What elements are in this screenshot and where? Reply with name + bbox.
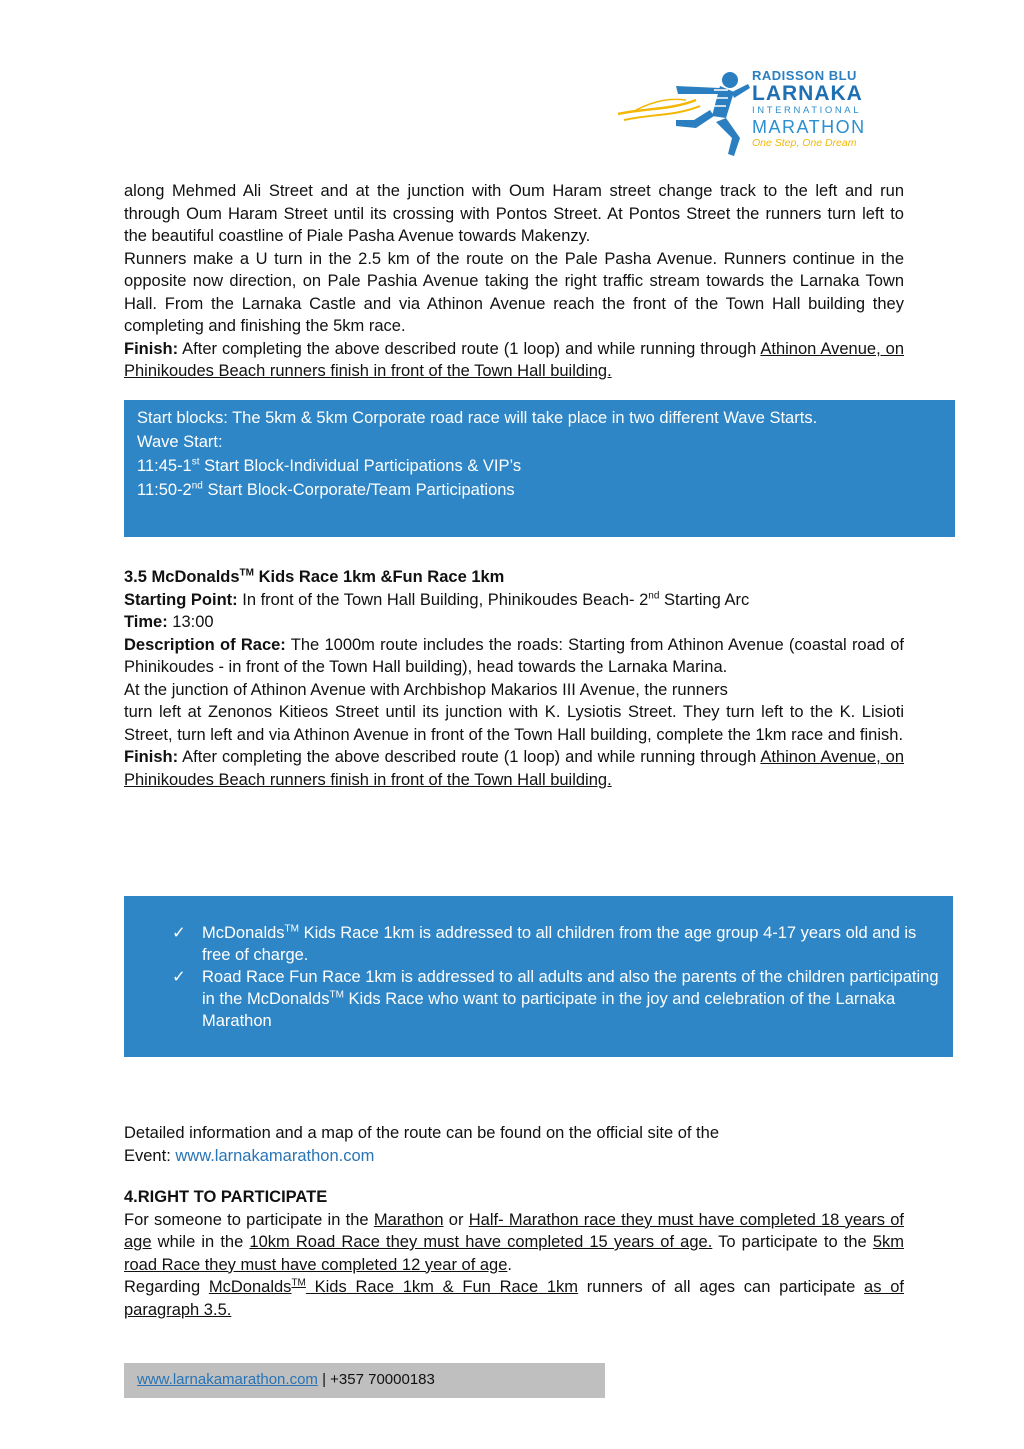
footer-text — [137, 1371, 435, 1388]
kids-finish-underlined: Athinon Avenue, on Phinikoudes Beach runners finish in front of the Town Hall building. — [124, 748, 904, 789]
r-t2: or — [443, 1210, 469, 1229]
item-2-pre: Road Race Fun Race 1km is addressed to all adults and also the parents of the children participating in the McDonalds — [202, 968, 939, 1008]
item-2-sup: TM — [329, 989, 344, 1001]
info-line-2 — [124, 1145, 904, 1168]
right-paragraph-2 — [124, 1276, 904, 1321]
wave-line-3-pre: 11:45-1 — [137, 457, 192, 475]
kids-description-2b: turn left at Zenonos Kitieos Street until its junction with K. Lysiotis Street. They turn left to the K. Lisioti Street, turn left and via Athinon Avenue in front of the Town Hall building, complete the 1km race and finish. — [124, 703, 904, 744]
logo-line-2: LARNAKA — [752, 82, 863, 105]
kids-heading-post: Kids Race 1km &Fun Race 1km — [254, 568, 505, 586]
kids-time — [124, 611, 904, 634]
starting-point-post: Starting Arc — [659, 590, 750, 609]
time-value: 13:00 — [167, 613, 214, 631]
kids-finish — [124, 746, 904, 791]
page-footer — [124, 1363, 605, 1398]
description-text: The 1000m route includes the roads: Starting from Athinon Avenue (coastal road of Phinikoudes - in front of the Town Hall building), head towards the Larnaka Marina. — [124, 635, 904, 676]
route-5k-section — [124, 180, 904, 383]
right-paragraph-1 — [124, 1209, 904, 1277]
info-line-2-pre: Event: — [124, 1146, 176, 1165]
wave-line-3-sup: st — [191, 456, 200, 468]
item-1-pre: McDonalds — [202, 924, 285, 942]
logo-tagline: One Step, One Dream — [752, 137, 857, 149]
right-heading — [124, 1186, 904, 1209]
r-u1: Marathon — [373, 1210, 444, 1229]
item-1-sup: TM — [284, 923, 299, 935]
finish-label: Finish: — [124, 339, 179, 358]
wave-line-4 — [137, 478, 942, 502]
time-label: Time: — [124, 613, 168, 631]
route-5k-paragraph-1: along Mehmed Ali Street and at the junction with Oum Haram street change track to the left and run through Oum Haram Street until its crossing with Pontos Street. At Pontos Street the runners turn left to the beautiful coastline of Piale Pasha Avenue towards Makenzy. — [124, 182, 904, 245]
logo-line-1: RADISSON BLU — [752, 68, 857, 83]
kids-finish-text: After completing the above described route (1 loop) and while running through — [178, 748, 761, 766]
check-icon: ✓ — [172, 924, 186, 942]
wave-line-2: Wave Start: — [137, 433, 223, 451]
kids-info-box — [124, 896, 953, 1057]
description-label: Description of Race: — [124, 635, 286, 654]
wave-line-4-pre: 11:50-2 — [137, 481, 192, 499]
r2-u1: McDonalds — [208, 1278, 292, 1296]
r2-u3: as of paragraph 3.5. — [124, 1278, 904, 1319]
wave-line-4-post: Start Block-Corporate/Team Participations — [202, 481, 515, 499]
runner-logo-icon — [616, 70, 756, 156]
r2-mid: runners of all ages can participate — [578, 1278, 865, 1296]
kids-heading-sup: TM — [239, 567, 254, 579]
kids-heading-pre: 3.5 McDonalds — [124, 568, 240, 586]
kids-info-list — [124, 896, 953, 1032]
r-t3: while in the — [151, 1233, 250, 1251]
wave-start-box — [124, 400, 955, 537]
starting-point-label: Starting Point: — [124, 590, 238, 609]
wave-line-3 — [137, 454, 942, 478]
route-5k-paragraph-2: Runners make a U turn in the 2.5 km of the route on the Pale Pasha Avenue. Runners continue in the opposite now direction, on Pale Pashia Avenue taking the right traffic stream towards the Larnaka Town Hall. From the Larnaka Castle and via Athinon Avenue reach the front of the Town Hall building they completing and finishing the 5km race. — [124, 249, 904, 335]
kids-description-2a: At the junction of Athinon Avenue with Archbishop Makarios III Avenue, the runners — [124, 680, 728, 699]
kids-description — [124, 634, 904, 679]
info-line-1: Detailed information and a map of the route can be found on the official site of the — [124, 1124, 719, 1142]
logo-line-3: INTERNATIONAL — [752, 105, 862, 116]
logo-line-4: MARATHON — [752, 117, 866, 137]
logo-wordmark — [752, 68, 866, 150]
r-t4: To participate to the — [712, 1233, 873, 1251]
footer-site-link[interactable]: www.larnakamarathon.com — [137, 1371, 318, 1388]
r2-pre: Regarding — [124, 1278, 209, 1296]
starting-point-sup: nd — [648, 590, 660, 601]
info-section — [124, 1122, 904, 1167]
kids-finish-label: Finish: — [124, 748, 179, 766]
right-heading-text: 4.RIGHT TO PARTICIPATE — [124, 1188, 328, 1206]
kids-race-section — [124, 566, 904, 791]
finish-text: After completing the above described route (1 loop) and while running through — [178, 339, 761, 358]
route-5k-finish — [124, 338, 904, 383]
finish-underlined: Athinon Avenue, on Phinikoudes Beach runners finish in front of the Town Hall building. — [124, 339, 904, 380]
r-u3: 10km Road Race they must have completed 15 years of age. — [249, 1233, 713, 1251]
r2-sup: TM — [291, 1277, 306, 1289]
wave-line-3-post: Start Block-Individual Participations & VIP’s — [199, 457, 522, 475]
footer-phone: +357 70000183 — [330, 1371, 435, 1388]
check-icon: ✓ — [172, 968, 186, 986]
item-2-post: Kids Race who want to participate in the joy and celebration of the Larnaka Marathon — [202, 990, 896, 1030]
r-u4: 5km road Race they must have completed 12 year of age — [124, 1233, 905, 1274]
item-1-post: Kids Race 1km is addressed to all children from the age group 4-17 years old and is free of charge. — [202, 924, 917, 964]
wave-line-1: Start blocks: The 5km & 5km Corporate road race will take place in two different Wave Starts. — [137, 409, 818, 427]
kids-starting-point — [124, 589, 904, 612]
kids-info-item-1 — [124, 922, 953, 966]
r2-u2: Kids Race 1km & Fun Race 1km — [305, 1278, 579, 1296]
starting-point-text: In front of the Town Hall Building, Phinikoudes Beach- 2 — [237, 590, 649, 609]
wave-line-4-sup: nd — [191, 480, 203, 492]
r-t1: For someone to participate in the — [124, 1210, 374, 1229]
footer-separator: | — [317, 1371, 331, 1388]
kids-info-item-2 — [124, 966, 953, 1032]
r-t5: . — [507, 1255, 512, 1274]
official-site-link[interactable]: www.larnakamarathon.com — [175, 1146, 375, 1165]
r-u2: Half- Marathon race they must have completed 18 years of age — [124, 1210, 904, 1251]
marathon-logo — [616, 66, 886, 158]
right-to-participate-section — [124, 1186, 904, 1321]
kids-heading — [124, 566, 904, 589]
